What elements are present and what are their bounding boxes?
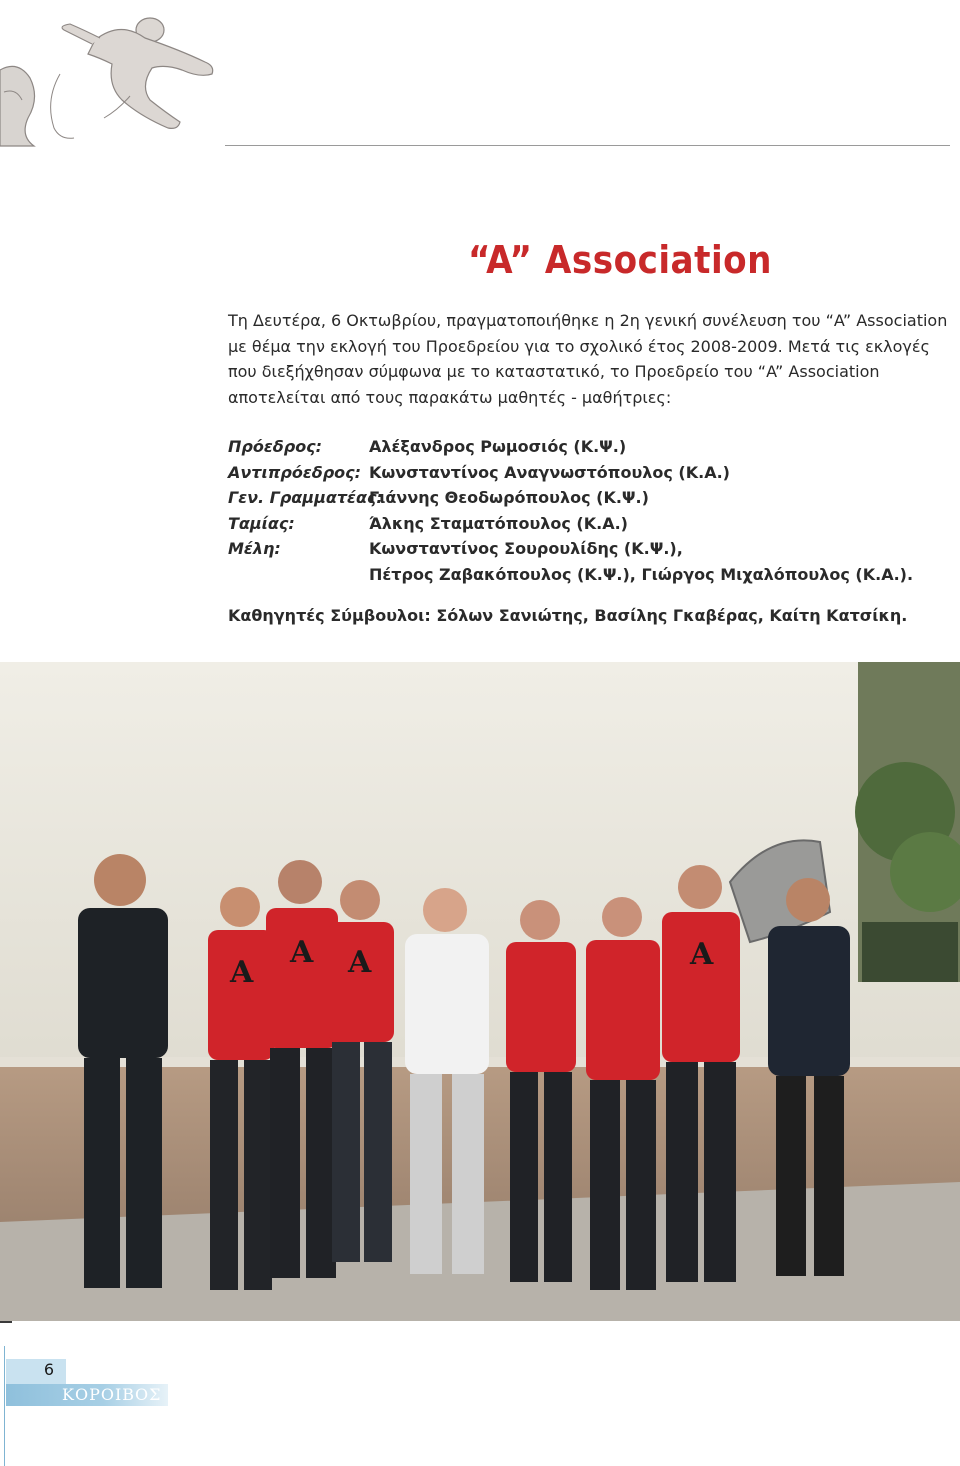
board-row — [228, 485, 958, 511]
board-role: Μέλη: — [228, 539, 281, 558]
group-photo-icon — [0, 662, 960, 1321]
board-member: Πέτρος Ζαβακόπουλος (Κ.Ψ.), Γιώργος Μιχαλόπουλος (Κ.Α.). — [369, 564, 914, 584]
board-member: Γιάννης Θεοδωρόπουλος (Κ.Ψ.) — [369, 488, 649, 507]
board-row — [228, 536, 958, 562]
board-row — [228, 511, 958, 537]
board-list — [228, 434, 958, 587]
board-role: Πρόεδρος: — [228, 437, 323, 456]
shirt-letter: A — [690, 937, 714, 972]
board-row — [228, 434, 958, 460]
shirt-letter: A — [348, 945, 372, 980]
board-row — [228, 562, 958, 588]
page-number: 6 — [43, 1360, 55, 1379]
article-title: “A” Association — [468, 238, 772, 282]
advisors-line: Καθηγητές Σύμβουλοι: Σόλων Σανιώτης, Βασίλης Γκαβέρας, Καίτη Κατσίκη. — [228, 606, 908, 625]
article-intro: Τη Δευτέρα, 6 Οκτωβρίου, πραγματοποιήθηκε η 2η γενική συνέλευση του “A” Association με θέμα την εκλογή του Προεδρείου για το σχολικό έτος 2008-2009. Μετά τις εκλογές που διεξήχθησαν σύμφωνα με το καταστατικό, το Προεδρείο του “A” Association αποτελείται από τους παρακάτω μαθητές - μαθήτριες: — [228, 311, 948, 407]
board-role: Γεν. Γραμματέας: — [228, 488, 383, 507]
header-rule — [225, 145, 950, 146]
footer-rule — [4, 1346, 5, 1466]
board-member: Άλκης Σταματόπουλος (Κ.Α.) — [369, 513, 628, 533]
board-role — [228, 562, 369, 588]
shirt-letter: A — [230, 955, 254, 990]
board-member: Κωνσταντίνος Σουρουλίδης (Κ.Ψ.), — [369, 539, 683, 558]
board-row — [228, 460, 958, 486]
shirt-letter: A — [290, 935, 314, 970]
board-member: Κωνσταντίνος Αναγνωστόπουλος (Κ.Α.) — [369, 462, 730, 482]
board-role: Αντιπρόεδρος: — [228, 462, 362, 482]
board-role: Ταμίας: — [228, 513, 295, 533]
board-member: Αλέξανδρος Ρωμοσιός (Κ.Ψ.) — [369, 437, 627, 456]
athletes-jumping-sketch-icon — [0, 0, 230, 150]
magazine-name: ΚΟΡΟΙΒΟΣ — [62, 1385, 162, 1404]
